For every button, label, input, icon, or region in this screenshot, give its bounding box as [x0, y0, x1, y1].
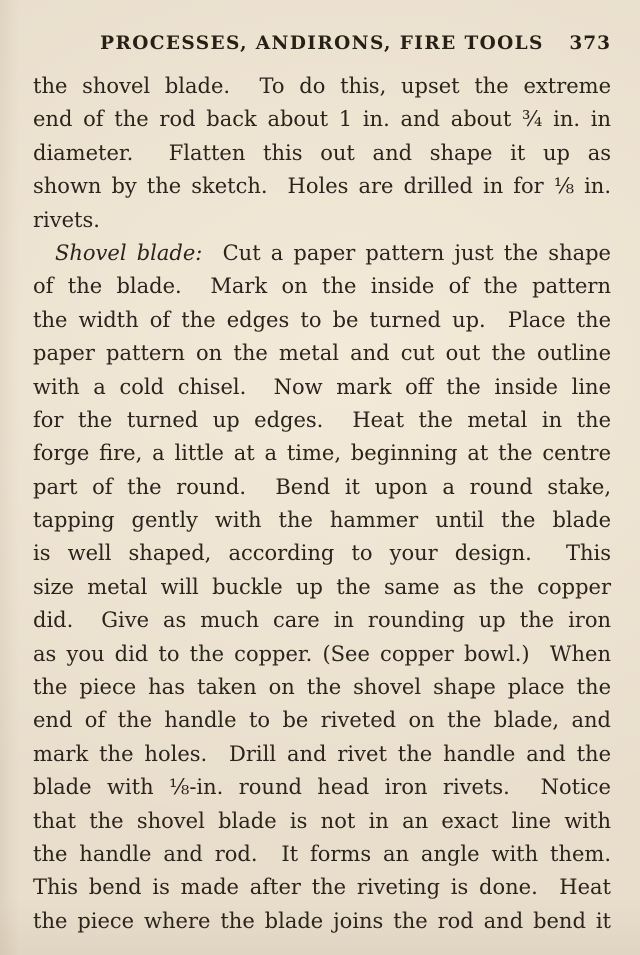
header-title: PROCESSES, ANDIRONS, FIRE TOOLS [100, 33, 544, 54]
text-line: Shovel blade: Cut a paper pattern just the shape [55, 240, 611, 265]
text-line: tapping gently with the hammer until the blade [33, 508, 611, 533]
text-line: end of the rod back about 1 in. and about ¾ in. in [33, 107, 611, 132]
text-line: mark the holes. Drill and rivet the handle and the [33, 741, 611, 766]
text-line: paper pattern on the metal and cut out the outline [33, 341, 611, 366]
text-line: as you did to the copper. (See copper bowl.) When [33, 641, 611, 666]
text-block [33, 70, 611, 938]
text-line: with a cold chisel. Now mark off the inside line [33, 374, 611, 399]
text-line: end of the handle to be riveted on the blade, and [33, 708, 611, 733]
text-line: the piece has taken on the shovel shape place the [33, 675, 611, 700]
text-line: is well shaped, according to your design. This [33, 541, 611, 566]
text-line: forge fire, a little at a time, beginning at the centre [33, 441, 611, 466]
text-line: shown by the sketch. Holes are drilled in for ⅛ in. [33, 174, 611, 199]
text-line: for the turned up edges. Heat the metal in the [33, 407, 611, 432]
text-line: of the blade. Mark on the inside of the pattern [33, 274, 611, 299]
text-line: the width of the edges to be turned up. Place the [33, 307, 611, 332]
text-line: the handle and rod. It forms an angle with them. [33, 841, 611, 866]
text-line: blade with ⅛-in. round head iron rivets. Notice [33, 775, 611, 800]
text-line: the shovel blade. To do this, upset the extreme [33, 74, 611, 98]
text-line: that the shovel blade is not in an exact line with [33, 808, 611, 833]
text-line: part of the round. Bend it upon a round stake, [33, 474, 611, 499]
text-line: rivets. [33, 207, 100, 232]
page-number: 373 [569, 33, 611, 54]
text-line: diameter. Flatten this out and shape it up as [33, 140, 611, 165]
running-header [33, 30, 611, 58]
text-line: This bend is made after the riveting is done. Heat [33, 875, 611, 900]
text-line: size metal will buckle up the same as the copper [33, 574, 611, 599]
text-line: did. Give as much care in rounding up the iron [33, 608, 611, 633]
paragraph-lead-italic: Shovel blade: [55, 240, 203, 265]
text-line: the piece where the blade joins the rod and bend it [33, 908, 611, 933]
